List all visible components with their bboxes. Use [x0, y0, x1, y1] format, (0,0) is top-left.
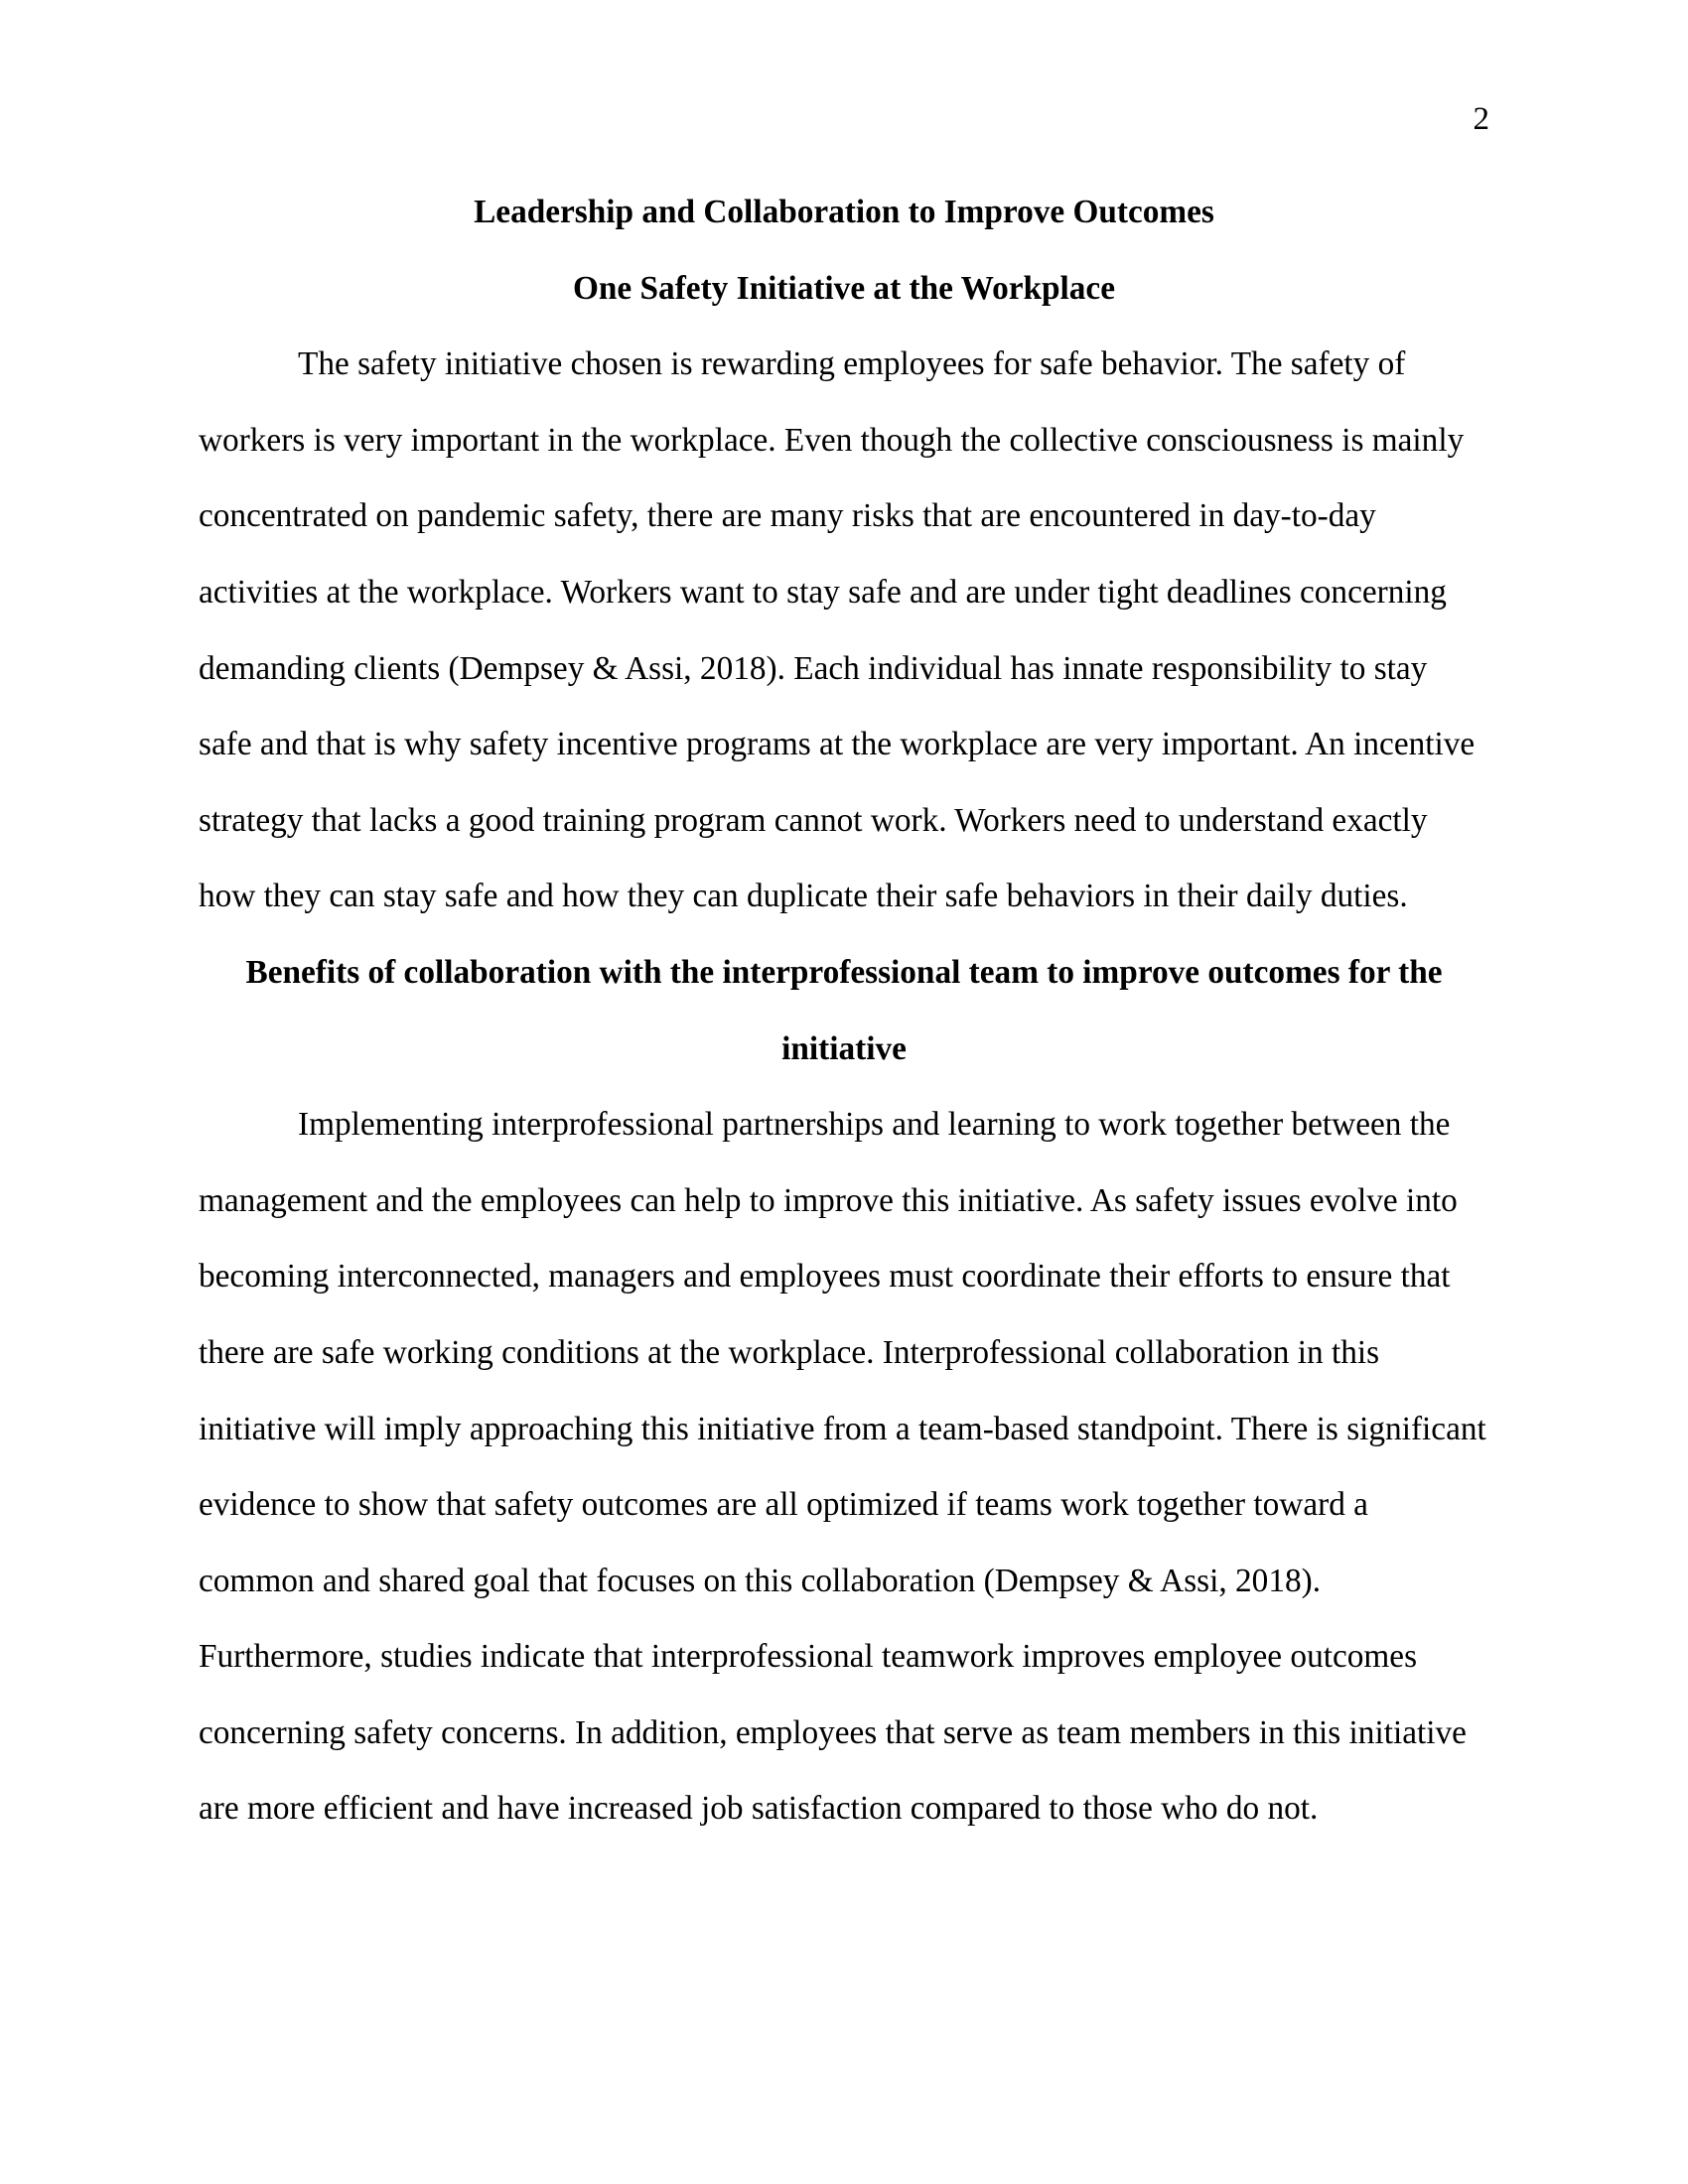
paragraph-line: demanding clients (Dempsey & Assi, 2018). Each individual has innate responsibility to stay: [199, 649, 1428, 687]
paragraph-line: workers is very important in the workplace. Even though the collective consciousness is mainly: [199, 421, 1465, 459]
paragraph-line: initiative will imply approaching this initiative from a team-based standpoint. There is significant: [199, 1410, 1486, 1447]
paragraph-line: there are safe working conditions at the workplace. Interprofessional collaboration in this: [199, 1333, 1380, 1371]
paragraph-line: The safety initiative chosen is rewarding employees for safe behavior. The safety of: [298, 345, 1406, 383]
paragraph-line: how they can stay safe and how they can duplicate their safe behaviors in their daily duties.: [199, 878, 1408, 915]
document-body: [199, 175, 1489, 1847]
paragraph-line: common and shared goal that focuses on this collaboration (Dempsey & Assi, 2018).: [199, 1562, 1322, 1599]
paragraph-line: concentrated on pandemic safety, there are many risks that are encountered in day-to-day: [199, 497, 1376, 535]
paragraph-line: evidence to show that safety outcomes are all optimized if teams work together toward a: [199, 1486, 1368, 1524]
paragraph-line: management and the employees can help to improve this initiative. As safety issues evolve into: [199, 1181, 1458, 1219]
paragraph-line: becoming interconnected, managers and employees must coordinate their efforts to ensure that: [199, 1258, 1451, 1296]
paragraph-safety-initiative: [199, 327, 1489, 935]
paragraph-line: Implementing interprofessional partnerships and learning to work together between the: [298, 1106, 1451, 1144]
heading-line: Benefits of collaboration with the interprofessional team to improve outcomes for the: [245, 953, 1443, 991]
paragraph-line: strategy that lacks a good training program cannot work. Workers need to understand exactly: [199, 801, 1428, 839]
paragraph-line: activities at the workplace. Workers want to stay safe and are under tight deadlines concerning: [199, 573, 1447, 611]
heading-line: initiative: [781, 1029, 907, 1067]
document-title: Leadership and Collaboration to Improve Outcomes: [474, 194, 1214, 230]
paragraph-benefits: [199, 1087, 1489, 1847]
section-heading-safety-initiative: One Safety Initiative at the Workplace: [573, 269, 1115, 307]
section-heading-benefits: [199, 935, 1489, 1087]
paragraph-line: safe and that is why safety incentive programs at the workplace are very important. An incentive: [199, 726, 1476, 763]
paragraph-line: Furthermore, studies indicate that interprofessional teamwork improves employee outcomes: [199, 1638, 1418, 1676]
page-number: 2: [1473, 101, 1489, 137]
paragraph-line: concerning safety concerns. In addition, employees that serve as team members in this initiative: [199, 1713, 1467, 1751]
paragraph-line: are more efficient and have increased job satisfaction compared to those who do not.: [199, 1790, 1319, 1828]
